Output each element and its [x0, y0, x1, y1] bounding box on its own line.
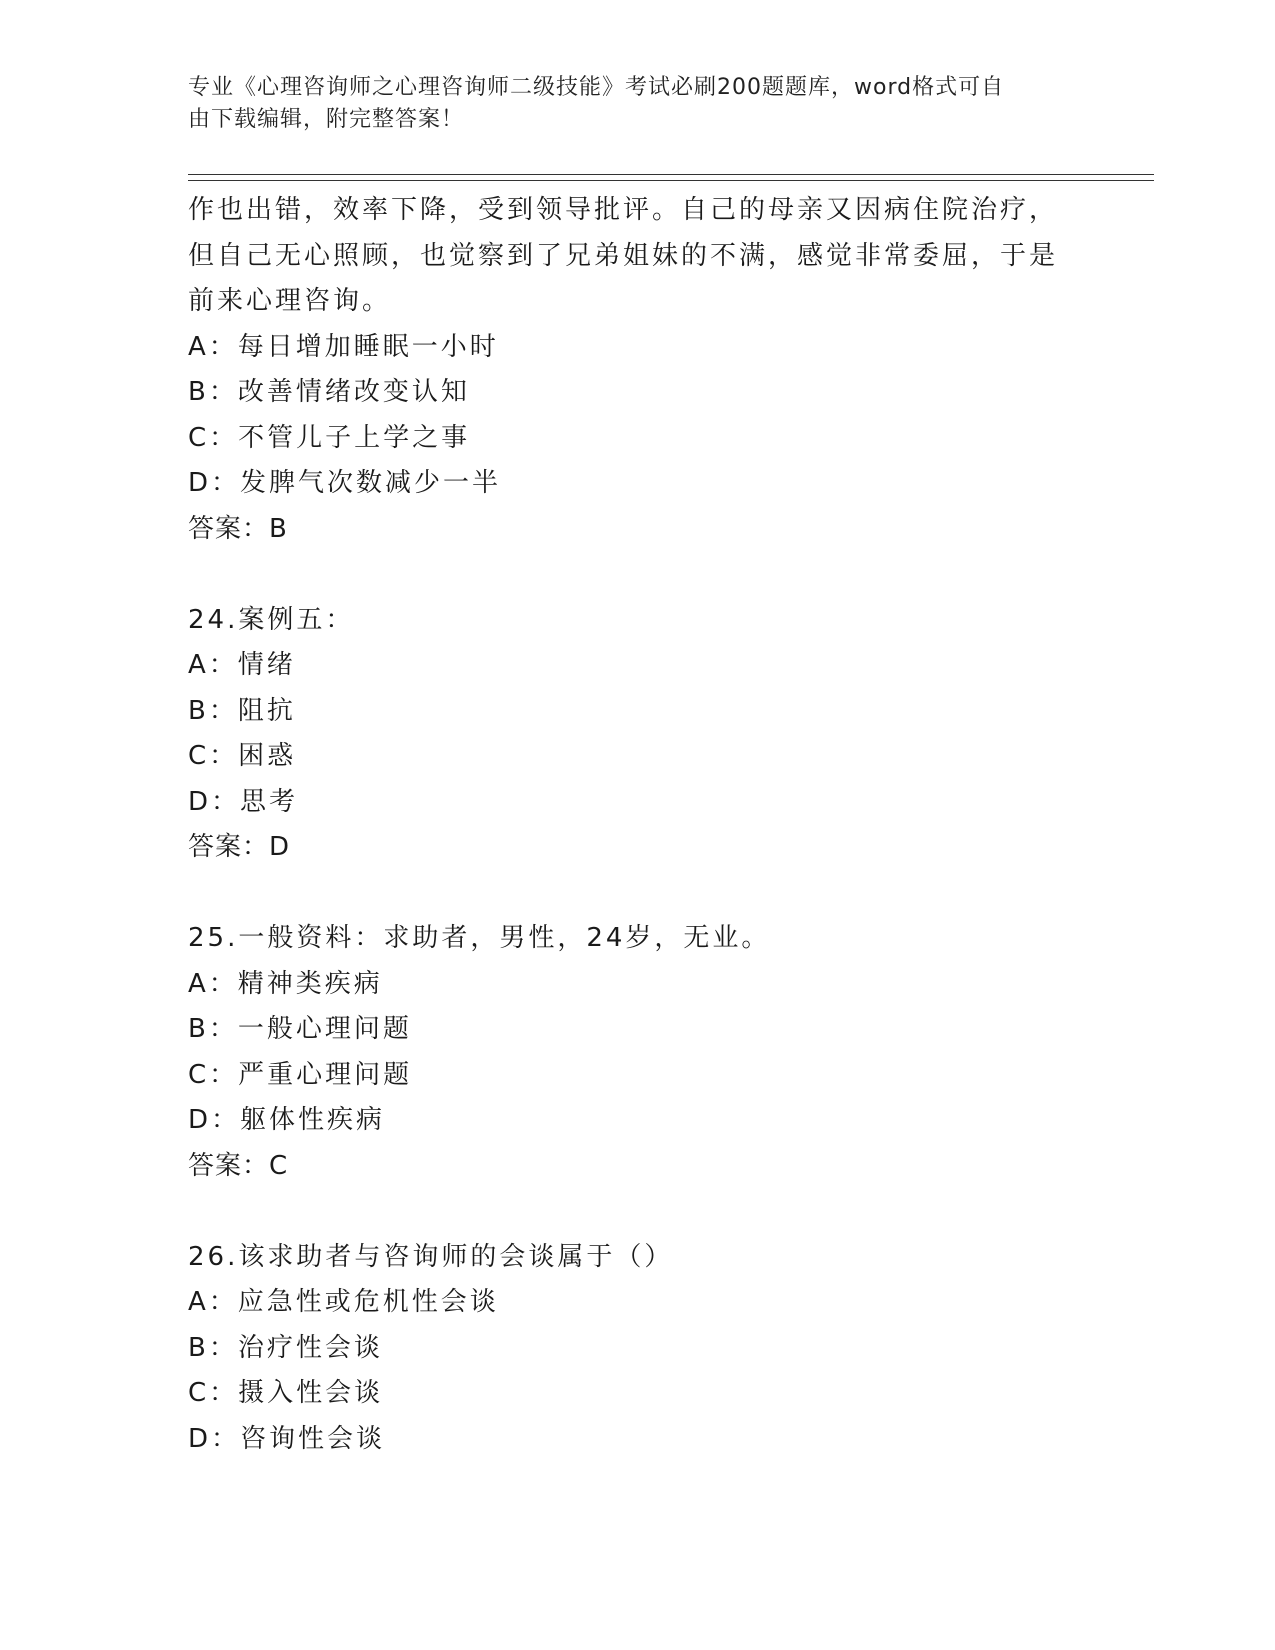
option-a: A：情绪 — [188, 650, 296, 680]
option-d: D：思考 — [188, 786, 299, 817]
option-a: A：每日增加睡眠一小时 — [188, 331, 499, 362]
question-text-line: 作也出错，效率下降，受到领导批评。自己的母亲又因病住院治疗， — [188, 195, 1059, 225]
question-24 — [188, 598, 1088, 871]
option-c: C：严重心理问题 — [188, 1059, 413, 1090]
question-text-line: 前来心理咨询。 — [188, 286, 392, 316]
spacer — [188, 871, 1088, 917]
option-b: B：阻抗 — [188, 695, 296, 726]
document-body — [188, 188, 1088, 1462]
page-header — [188, 72, 1068, 136]
option-b: B：一般心理问题 — [188, 1014, 412, 1044]
option-b: B：改善情绪改变认知 — [188, 377, 470, 407]
question-23 — [188, 188, 1088, 552]
question-stem: 26.该求助者与咨询师的会谈属于（） — [188, 1241, 674, 1272]
option-c: C：困惑 — [188, 741, 297, 771]
option-d: D：躯体性疾病 — [188, 1105, 386, 1135]
header-rule-bottom — [188, 180, 1154, 181]
question-stem: 24.案例五： — [188, 604, 355, 635]
answer: 答案：B — [188, 513, 288, 544]
question-25 — [188, 916, 1088, 1189]
header-line-1: 专业《心理咨询师之心理咨询师二级技能》考试必刷200题题库，word格式可自 — [188, 75, 1005, 100]
header-line-2: 由下载编辑，附完整答案！ — [188, 107, 465, 132]
option-c: C：摄入性会谈 — [188, 1378, 384, 1408]
spacer — [188, 1189, 1088, 1235]
option-d: D：咨询性会谈 — [188, 1423, 386, 1454]
question-text-line: 但自己无心照顾，也觉察到了兄弟姐妹的不满，感觉非常委屈，于是 — [188, 240, 1059, 271]
option-a: A：应急性或危机性会谈 — [188, 1287, 499, 1317]
option-c: C：不管儿子上学之事 — [188, 422, 471, 453]
option-d: D：发脾气次数减少一半 — [188, 468, 502, 498]
header-rule-top — [188, 174, 1154, 175]
option-b: B：治疗性会谈 — [188, 1332, 383, 1363]
answer: 答案：D — [188, 832, 291, 862]
spacer — [188, 552, 1088, 598]
option-a: A：精神类疾病 — [188, 968, 383, 999]
question-26 — [188, 1235, 1088, 1463]
answer: 答案：C — [188, 1150, 289, 1181]
question-stem: 25.一般资料：求助者，男性，24岁，无业。 — [188, 923, 771, 953]
